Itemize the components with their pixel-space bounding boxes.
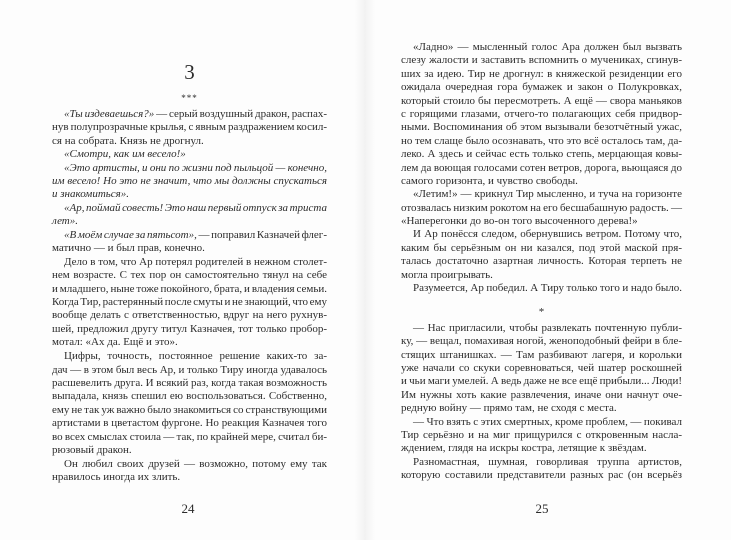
text-line (52, 309, 327, 322)
text-line (401, 255, 682, 268)
page-number-right: 25 (535, 501, 549, 516)
text-line (401, 282, 682, 295)
line-text: который стоило бы пересмотреть. А ещё — свора маньяков (401, 94, 682, 107)
line-text: выпадала, князь спешил ею воспользоваться. Собственно, (52, 390, 327, 403)
text-line (52, 175, 327, 188)
line-text: * (538, 306, 545, 319)
text-line (401, 95, 682, 108)
italic-text: лет». (52, 215, 79, 228)
text-line (401, 54, 682, 67)
text-line (401, 242, 682, 255)
text-line (401, 442, 682, 455)
chapter-number: 3 (184, 60, 195, 84)
italic-text: им весело! Но это не значит, что мы должны спускаться (52, 174, 327, 187)
line-text: — поправил Казначей флег- (196, 228, 327, 241)
italic-text: и знакомиться». (52, 188, 130, 201)
text-line (52, 229, 327, 242)
left-page-text (52, 108, 327, 485)
text-line (401, 135, 682, 148)
line-text: — Что взять с этих смертных, кроме проблем, — покивал (413, 415, 682, 428)
text-line (52, 404, 327, 417)
line-text: нув полупрозрачные крылья, с явным раздражением косил- (52, 121, 327, 134)
text-line (401, 456, 682, 469)
page-number-left: 24 (181, 501, 195, 516)
text-line (401, 162, 682, 175)
text-line (52, 390, 327, 403)
line-text: Дело в том, что Ар потерял родителей в нежном столет- (64, 255, 327, 268)
line-text: стящих штанишках. — Там разбивают лагеря, и корольки (401, 348, 682, 361)
italic-text: «Ты издеваешься?» (64, 108, 155, 120)
line-text: Разумеется, Ар победил. А Тиру только того и надо было. (413, 282, 682, 295)
text-line (401, 121, 682, 134)
line-text: мотал: «Ах да. Ещё и это». (52, 336, 178, 349)
line-text: шей, предложил другу титул Казначея, тот только пробор- (52, 322, 327, 335)
line-text: ждением, глядя на искры костра, летящие к звёздам. (401, 442, 647, 455)
text-line (52, 148, 327, 161)
line-text: редную войну — прямо там, не сходя с места. (401, 402, 617, 415)
line-text: леко. А здесь и сейчас есть только степь, мерцающая ковы- (401, 148, 682, 161)
text-line (401, 215, 682, 228)
line-text: «Наперегонки до во-он того высоченного дерева!» (401, 215, 638, 228)
line-text: Он любил своих друзей — возможно, потому ему так (64, 457, 327, 470)
line-text: нравилось иногда их злить. (52, 471, 181, 484)
text-line (52, 108, 327, 121)
text-line (401, 68, 682, 81)
line-text: и чьи маги умелей. А ведь даже не все ещё прибыли... Люди! (401, 375, 682, 388)
line-text: артистами в цветастом фургоне. Но реакция Казначея того (52, 417, 327, 430)
line-text: слезу жалости и заставить вспомнить о мучениках, сгинув- (401, 54, 682, 67)
text-line (52, 350, 327, 363)
line-text: талась достаточно азартная личность. Которая терпеть не (401, 255, 682, 268)
text-line (52, 458, 327, 471)
line-text: дач — в этом был весь Ар, и только Тиру иногда удавалось (52, 363, 327, 376)
text-line (401, 269, 682, 282)
right-page-text (401, 41, 682, 483)
section-ornament (401, 306, 682, 319)
text-line (52, 364, 327, 377)
text-line (52, 431, 327, 444)
line-text: Им нужны хоть какие развлечения, иначе они начнут оче- (401, 388, 682, 401)
text-line (52, 323, 327, 336)
text-line (52, 269, 327, 282)
text-line (52, 215, 327, 228)
line-text: — Нас пригласили, чтобы развлекать почтенную публи- (413, 321, 682, 334)
line-text: но тем слаще было осознавать, что это всё осталось там, да- (401, 134, 682, 147)
line-text: «Летим!» — крикнул Тир мысленно, и туча на горизонте (413, 188, 682, 201)
text-line (401, 202, 682, 215)
line-text: расшевелить друга. И всякий раз, когда такая возможность (52, 377, 327, 389)
text-line (401, 429, 682, 442)
text-line (52, 121, 327, 134)
line-text: Тир серьёзно и на миг прищурился с откровенным насла- (401, 428, 682, 441)
line-text: И Ар понёсся следом, обернувшись ветром. Потому что, (413, 228, 682, 241)
line-text: рюзовый дракон. (52, 443, 132, 456)
line-text: ся на собрата. Князь не дрогнул. (52, 134, 204, 147)
line-text: во всех смыслах стоила — так, по крайней мере, считал би- (52, 430, 327, 443)
italic-text: «Ар, поймай совесть! Это наш первый отпуск за триста (64, 201, 327, 214)
line-text: Когда Тир, растерянный после смуты и не знающий, что ему (52, 296, 327, 309)
italic-text: «Смотри, как им весело!» (64, 148, 186, 161)
text-line (401, 349, 682, 362)
text-line (52, 417, 327, 430)
text-line (52, 296, 327, 309)
italic-text: «Это артисты, и они по жизни под пыльцой — конечно, (64, 161, 327, 174)
text-line (52, 336, 327, 349)
line-text: — серый воздушный дракон, распах- (154, 108, 327, 120)
text-line (401, 228, 682, 241)
line-text: «Ладно» — мысленный голос Ара должен был вызвать (413, 41, 682, 53)
book-gutter (355, 0, 375, 540)
text-line (52, 256, 327, 269)
text-line (52, 202, 327, 215)
text-line (52, 283, 327, 296)
text-line (52, 242, 327, 255)
text-line (401, 469, 682, 482)
line-text: уже начали со скуки соревноваться, чей шатер роскошней (401, 361, 682, 374)
line-text: нем возрасте. С тех пор он самостоятельно тянул на себе (52, 269, 327, 282)
text-line (52, 162, 327, 175)
line-text: которую составили представители разных рас (он всерьёз (401, 469, 682, 482)
line-text: и младшего, ныне тоже покойного, брата, и владения семьи. (52, 282, 327, 295)
text-line (401, 322, 682, 335)
text-line (401, 81, 682, 94)
text-line (52, 135, 327, 148)
line-text: ему не так уж важно было знакомиться со странствующими (52, 403, 327, 416)
text-line (401, 389, 682, 402)
text-line (52, 444, 327, 457)
italic-text: «В моём случае за пятьсот», (64, 228, 197, 241)
line-text: лем да воющая голосами сотен ветров, дорога, вьющаяся до (401, 161, 682, 174)
text-line (401, 335, 682, 348)
text-line (401, 148, 682, 161)
text-line (401, 175, 682, 188)
line-text: ожидала очередная гора бумажек и закон о Полукровках, (401, 81, 682, 94)
text-line (52, 377, 327, 390)
line-text: отозвалась низким рокотом на его бесшабашную радость. — (401, 201, 682, 214)
text-line (401, 402, 682, 415)
line-text: с горящими глазами, отчего-то полагающих себя придвор- (401, 107, 682, 120)
text-line (52, 471, 327, 484)
text-line (52, 188, 327, 201)
text-line (401, 108, 682, 121)
line-text: могла проигрывать. (401, 268, 493, 281)
line-text: вообще делать с ответственностью, вдруг на него рухнув- (52, 309, 327, 322)
line-text: ными. Воспоминания об этом вызывали безотчётный ужас, (401, 121, 682, 134)
text-line (401, 188, 682, 201)
line-text: каким бы серьёзным он ни казался, под этой маской пря- (401, 241, 682, 254)
line-text: матично — и был прав, конечно. (52, 241, 205, 254)
line-text: ших за идею. Тир не дрогнул: в княжеской резиденции его (401, 67, 682, 80)
line-text: Цифры, точность, постоянное решение каких-то за- (64, 350, 327, 363)
text-line (401, 416, 682, 429)
line-text: самого горизонта, и чувство свободы. (401, 174, 578, 187)
section-ornament: *** (181, 93, 198, 103)
text-line (401, 41, 682, 54)
text-line (401, 375, 682, 388)
line-text: Разномастная, шумная, говорливая труппа артистов, (413, 455, 682, 468)
line-text: ку, — вещал, помахивая ногой, женоподобный фейри в бле- (401, 335, 682, 348)
text-line (401, 362, 682, 375)
